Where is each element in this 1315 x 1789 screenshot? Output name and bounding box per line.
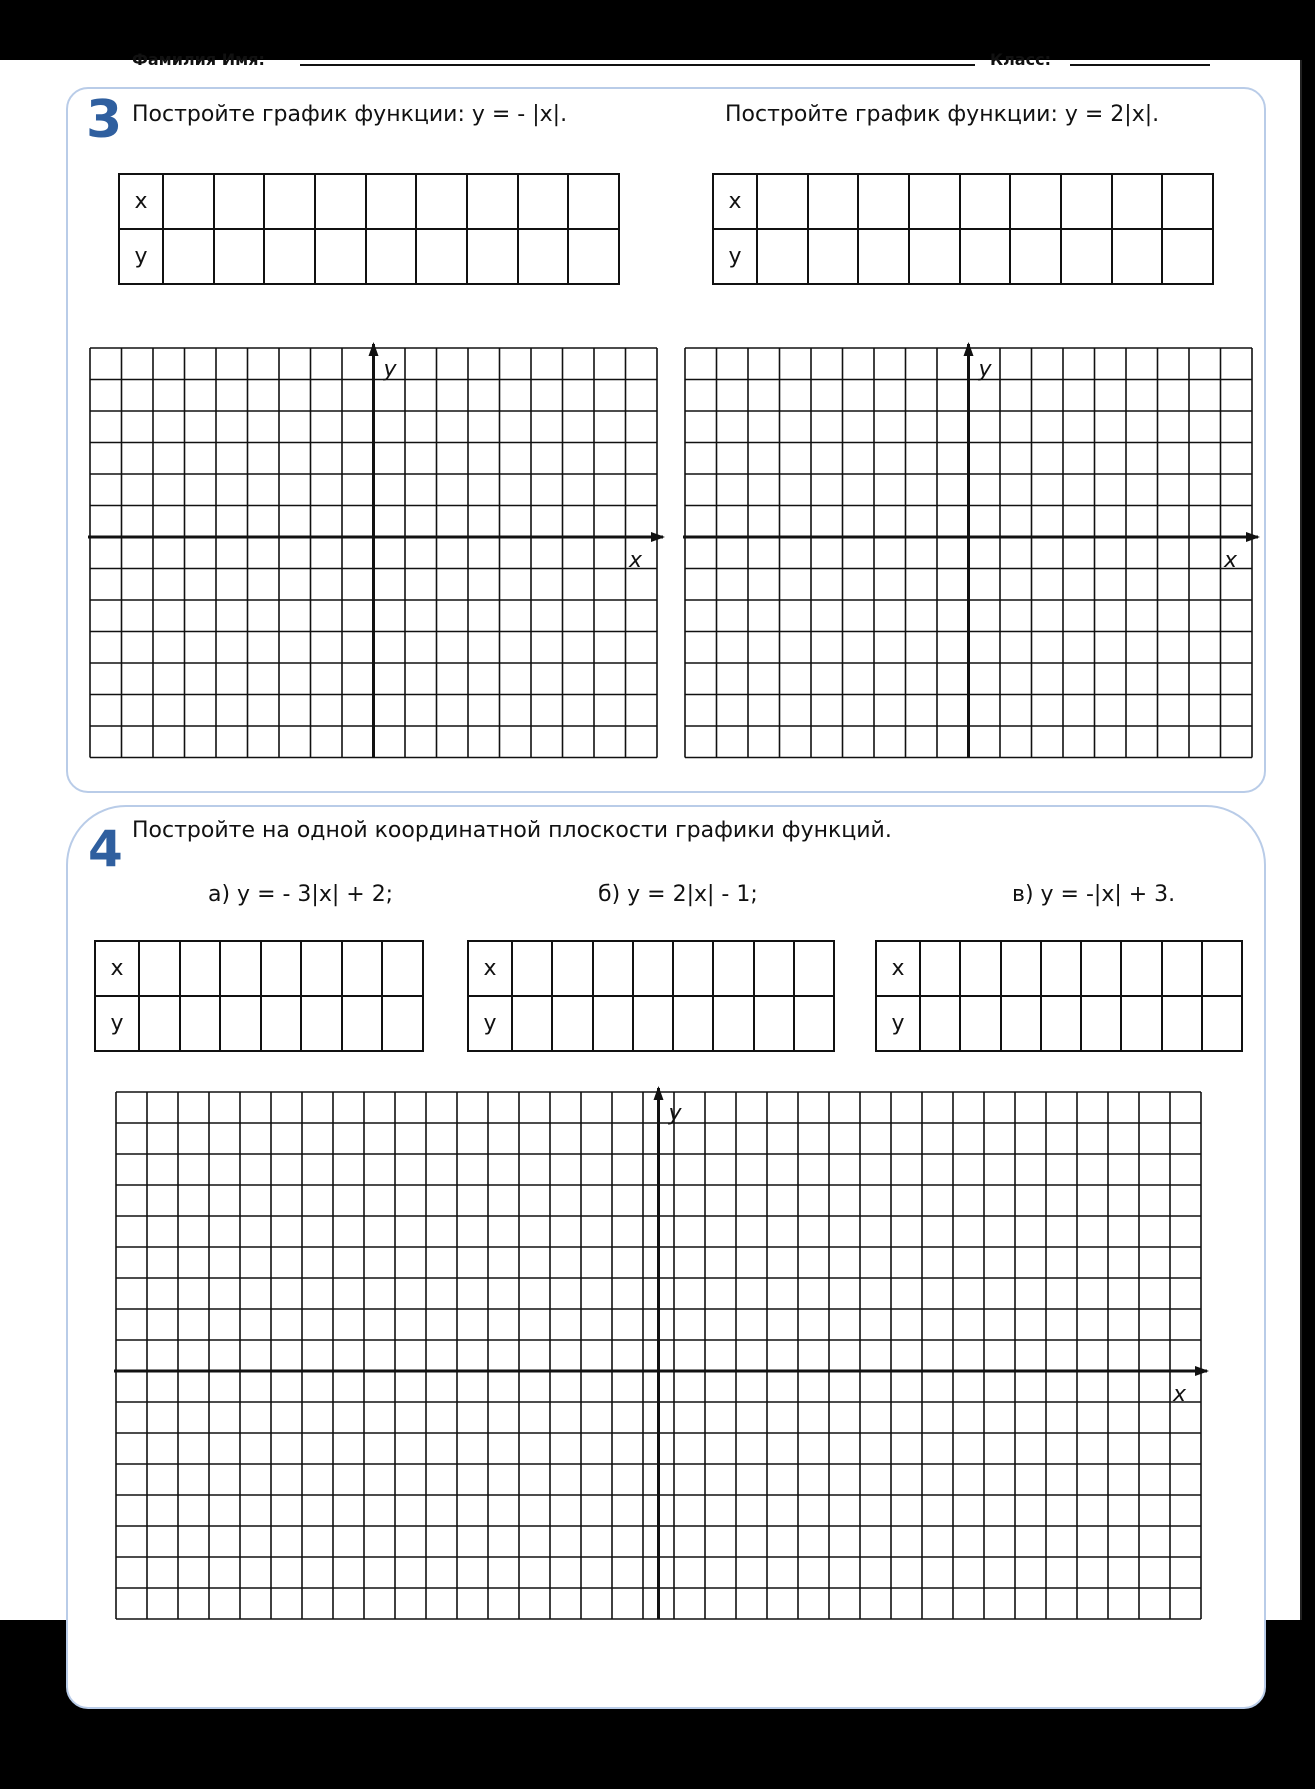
header-line	[0, 50, 1300, 70]
value-cell[interactable]	[301, 996, 342, 1051]
value-cell[interactable]	[1001, 941, 1041, 996]
value-cell[interactable]	[512, 941, 552, 996]
value-cell[interactable]	[315, 229, 366, 284]
value-cell[interactable]	[1162, 941, 1202, 996]
x-axis-label: x	[629, 548, 643, 573]
value-cell[interactable]	[1001, 996, 1041, 1051]
value-cell[interactable]	[264, 174, 315, 229]
value-cell[interactable]	[315, 174, 366, 229]
y-axis-label: y	[978, 357, 992, 382]
value-cell[interactable]	[1010, 229, 1061, 284]
x-axis-label: x	[1224, 548, 1238, 573]
value-cell[interactable]	[1162, 229, 1213, 284]
value-cell[interactable]	[180, 941, 221, 996]
value-cell[interactable]	[552, 941, 592, 996]
value-cell[interactable]	[261, 996, 302, 1051]
value-cell[interactable]	[673, 996, 713, 1051]
value-cell[interactable]	[382, 941, 423, 996]
page-edge-shadow	[1300, 60, 1302, 1620]
task4-a-xy-table[interactable]	[94, 940, 424, 1052]
value-cell[interactable]	[909, 229, 960, 284]
task4-item-c: в) у = -|х| + 3.	[1012, 882, 1176, 907]
table-row-y	[95, 996, 423, 1051]
value-cell[interactable]	[467, 229, 518, 284]
value-cell[interactable]	[301, 941, 342, 996]
value-cell[interactable]	[1061, 229, 1112, 284]
value-cell[interactable]	[366, 174, 417, 229]
value-cell[interactable]	[593, 941, 633, 996]
table-row-x	[468, 941, 834, 996]
value-cell[interactable]	[1162, 996, 1202, 1051]
value-cell[interactable]	[1121, 941, 1161, 996]
row-label-x: х	[468, 941, 512, 996]
task4-coordinate-grid[interactable]	[116, 1092, 1226, 1632]
worksheet-page	[0, 50, 1300, 1620]
value-cell[interactable]	[214, 174, 265, 229]
table-row-y	[119, 229, 619, 284]
value-cell[interactable]	[220, 941, 261, 996]
task3-right-xy-table[interactable]	[712, 173, 1214, 285]
value-cell[interactable]	[1162, 174, 1213, 229]
value-cell[interactable]	[180, 996, 221, 1051]
value-cell[interactable]	[568, 229, 619, 284]
table-row-y	[468, 996, 834, 1051]
value-cell[interactable]	[552, 996, 592, 1051]
value-cell[interactable]	[1202, 996, 1242, 1051]
row-label-x: х	[876, 941, 920, 996]
task3-left-coordinate-grid[interactable]	[90, 348, 660, 773]
value-cell[interactable]	[920, 996, 960, 1051]
table-row-x	[876, 941, 1242, 996]
value-cell[interactable]	[1041, 941, 1081, 996]
value-cell[interactable]	[163, 229, 214, 284]
value-cell[interactable]	[264, 229, 315, 284]
value-cell[interactable]	[673, 941, 713, 996]
row-label-x: х	[95, 941, 139, 996]
table-row-x	[713, 174, 1213, 229]
value-cell[interactable]	[1202, 941, 1242, 996]
row-label-x: х	[119, 174, 163, 229]
value-cell[interactable]	[1061, 174, 1112, 229]
task4-item-b: б) у = 2|х| - 1;	[598, 882, 758, 907]
value-cell[interactable]	[467, 174, 518, 229]
value-cell[interactable]	[1010, 174, 1061, 229]
value-cell[interactable]	[713, 941, 753, 996]
value-cell[interactable]	[382, 996, 423, 1051]
value-cell[interactable]	[568, 174, 619, 229]
task3-left-xy-table[interactable]	[118, 173, 620, 285]
value-cell[interactable]	[214, 229, 265, 284]
value-cell[interactable]	[794, 941, 834, 996]
value-cell[interactable]	[960, 941, 1000, 996]
value-cell[interactable]	[593, 996, 633, 1051]
row-label-y: у	[95, 996, 139, 1051]
value-cell[interactable]	[139, 996, 180, 1051]
row-label-y: у	[713, 229, 757, 284]
task3-left-prompt: Постройте график функции: у = - |х|.	[132, 102, 568, 127]
value-cell[interactable]	[713, 996, 753, 1051]
task4-b-xy-table[interactable]	[467, 940, 835, 1052]
task3-right-coordinate-grid[interactable]	[685, 348, 1255, 773]
value-cell[interactable]	[1081, 941, 1121, 996]
value-cell[interactable]	[754, 996, 794, 1051]
value-cell[interactable]	[960, 229, 1011, 284]
value-cell[interactable]	[960, 996, 1000, 1051]
value-cell[interactable]	[757, 174, 808, 229]
value-cell[interactable]	[909, 174, 960, 229]
class-underline	[1070, 64, 1210, 66]
y-axis-label: y	[383, 357, 397, 382]
table-row-y	[876, 996, 1242, 1051]
row-label-y: у	[468, 996, 512, 1051]
value-cell[interactable]	[794, 996, 834, 1051]
value-cell[interactable]	[633, 996, 673, 1051]
value-cell[interactable]	[633, 941, 673, 996]
value-cell[interactable]	[220, 996, 261, 1051]
task4-c-xy-table[interactable]	[875, 940, 1243, 1052]
task4-prompt: Постройте на одной координатной плоскости графики функций.	[132, 818, 892, 843]
value-cell[interactable]	[366, 229, 417, 284]
row-label-y: у	[876, 996, 920, 1051]
value-cell[interactable]	[512, 996, 552, 1051]
task3-right-prompt: Постройте график функции: у = 2|х|.	[725, 102, 1160, 127]
value-cell[interactable]	[808, 174, 859, 229]
value-cell[interactable]	[139, 941, 180, 996]
class-label: Класс:	[990, 50, 1051, 69]
value-cell[interactable]	[1112, 174, 1163, 229]
value-cell[interactable]	[858, 229, 909, 284]
table-row-y	[713, 229, 1213, 284]
name-label: Фамилия Имя:	[132, 50, 265, 69]
x-axis-label: x	[1173, 1382, 1187, 1407]
value-cell[interactable]	[518, 174, 569, 229]
value-cell[interactable]	[754, 941, 794, 996]
value-cell[interactable]	[1041, 996, 1081, 1051]
row-label-y: у	[119, 229, 163, 284]
y-axis-label: y	[668, 1101, 682, 1126]
value-cell[interactable]	[518, 229, 569, 284]
row-label-x: х	[713, 174, 757, 229]
value-cell[interactable]	[920, 941, 960, 996]
table-row-x	[95, 941, 423, 996]
task4-number: 4	[88, 820, 123, 878]
value-cell[interactable]	[1112, 229, 1163, 284]
x-axis-arrow	[1195, 1366, 1209, 1376]
value-cell[interactable]	[416, 229, 467, 284]
value-cell[interactable]	[1121, 996, 1161, 1051]
value-cell[interactable]	[342, 941, 383, 996]
value-cell[interactable]	[808, 229, 859, 284]
value-cell[interactable]	[858, 174, 909, 229]
name-underline	[300, 64, 975, 66]
task3-number: 3	[86, 90, 123, 150]
value-cell[interactable]	[1081, 996, 1121, 1051]
table-row-x	[119, 174, 619, 229]
value-cell[interactable]	[342, 996, 383, 1051]
value-cell[interactable]	[960, 174, 1011, 229]
value-cell[interactable]	[261, 941, 302, 996]
value-cell[interactable]	[757, 229, 808, 284]
task4-item-a: а) у = - 3|х| + 2;	[208, 882, 394, 907]
value-cell[interactable]	[416, 174, 467, 229]
value-cell[interactable]	[163, 174, 214, 229]
